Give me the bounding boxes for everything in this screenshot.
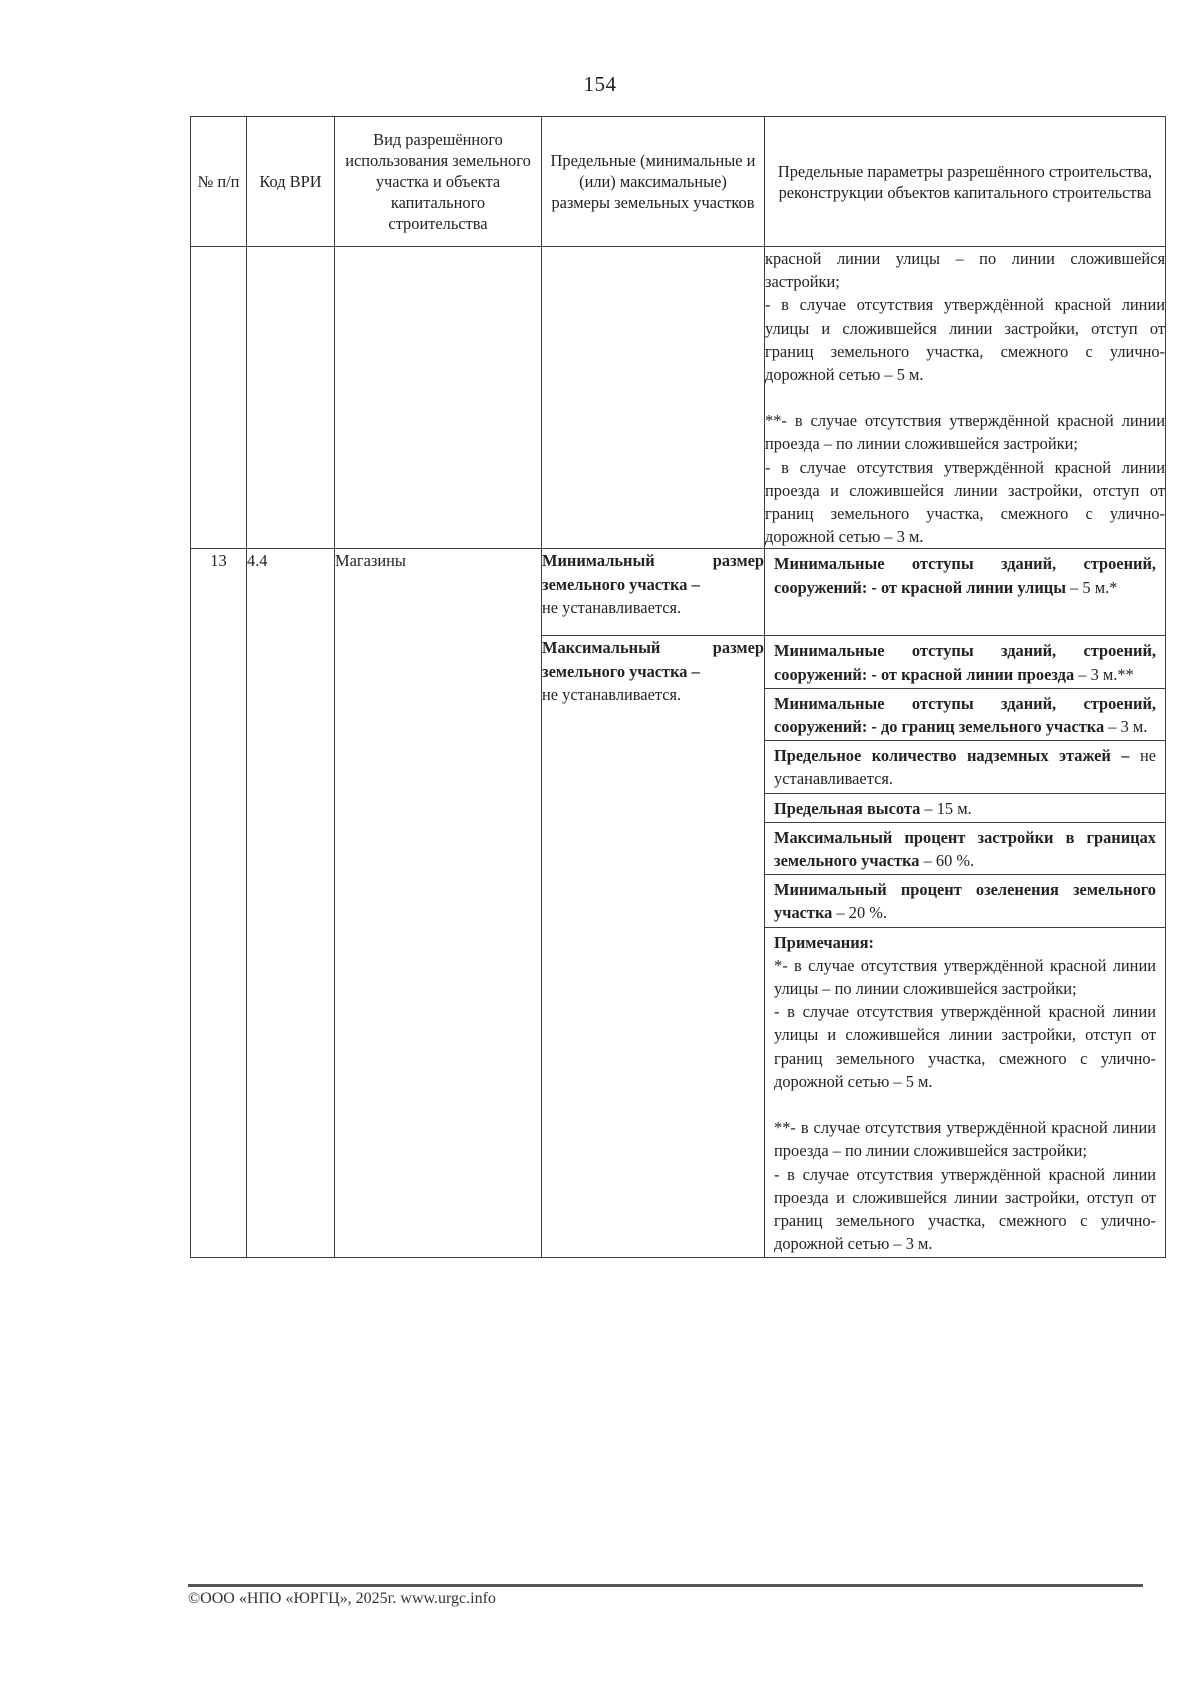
note-line: **- в случае отсутствия утверждённой красной линии проезда – по линии сложившейся застройки;: [765, 411, 1165, 454]
param-sub: - от красной линии проезда: [871, 664, 1075, 684]
continuation-notes: [765, 247, 1166, 549]
param-label: Минимальные отступы зданий, строений, сооружений:: [774, 554, 1156, 597]
param-max-floors: [765, 741, 1165, 793]
param-label: Минимальные отступы зданий, строений, сооружений:: [774, 641, 1156, 684]
notes-block: [765, 928, 1165, 1258]
footer-divider: [188, 1584, 1143, 1587]
note-line: красной линии улицы – по линии сложившейся застройки;: [765, 249, 1165, 292]
notes-title: Примечания:: [774, 932, 874, 952]
page-number: 154: [583, 72, 617, 96]
note-line: *- в случае отсутствия утверждённой красной линии улицы – по линии сложившейся застройки;: [774, 955, 1156, 999]
param-setback-driveway: [765, 636, 1165, 688]
param-setback-boundary: [765, 689, 1165, 741]
param-label: Минимальные отступы зданий, строений, сооружений:: [774, 693, 1156, 737]
param-max-height: [765, 794, 1165, 823]
note-line: - в случае отсутствия утверждённой красной линии улицы и сложившейся линии застройки, отступ от границ земельного участка, смежного с улично-дорожной сетью – 5 м.: [774, 1002, 1156, 1091]
row-use-name: Магазины: [335, 549, 542, 1258]
table-row-13a: [191, 549, 1166, 636]
continuation-empty-num: [191, 247, 247, 549]
max-plot-size-value: не устанавливается.: [542, 684, 682, 704]
param-label: Предельное количество надземных этажей –: [774, 746, 1130, 766]
note-line: **- в случае отсутствия утверждённой красной линии проезда – по линии сложившейся застройки;: [774, 1118, 1156, 1161]
param-setback-street: [765, 549, 1165, 635]
param-setback-street-cell: [765, 549, 1166, 636]
max-plot-size-label: Максимальный размер земельного участка –: [542, 638, 764, 681]
header-construction-params: Предельные параметры разрешённого строительства, реконструкции объектов капитального строительства: [765, 117, 1166, 247]
param-label: Предельная высота: [774, 798, 921, 818]
note-line: - в случае отсутствия утверждённой красной линии улицы и сложившейся линии застройки, отступ от границ земельного участка, смежного с улично-дорожной сетью – 5 м.: [765, 295, 1165, 385]
param-value: – 3 м.**: [1074, 664, 1134, 684]
max-plot-size: [542, 636, 765, 1258]
note-line: - в случае отсутствия утверждённой красной линии проезда и сложившейся линии застройки, отступ от границ земельного участка, смежного с улично-дорожной сетью – 3 м.: [774, 1164, 1156, 1254]
header-plot-sizes: Предельные (минимальные и (или) максимальные) размеры земельных участков: [542, 117, 765, 247]
param-value: – 60 %.: [919, 851, 975, 871]
param-value: – 20 %.: [832, 903, 887, 923]
land-use-table: [190, 116, 1166, 1258]
param-label: Минимальный процент озеленения земельного участка: [774, 880, 1156, 923]
table-header-row: [191, 117, 1166, 247]
param-value: не устанавливается.: [774, 746, 1156, 789]
note-line: - в случае отсутствия утверждённой красной линии проезда и сложившейся линии застройки, отступ от границ земельного участка, смежного с улично-дорожной сетью – 3 м.: [765, 457, 1165, 547]
param-sub: - от красной линии улицы: [871, 577, 1067, 597]
param-value: – 15 м.: [920, 798, 972, 818]
footer-copyright: ©ООО «НПО «ЮРГЦ», 2025г. www.urgc.info: [188, 1590, 496, 1607]
min-plot-size: [542, 549, 765, 636]
header-number: № п/п: [191, 117, 247, 247]
row-number: 13: [191, 549, 247, 1258]
param-max-coverage: [765, 823, 1165, 875]
table-row-continuation: [191, 247, 1166, 549]
header-code: Код ВРИ: [247, 117, 335, 247]
param-sub: - до границ земельного участка: [871, 717, 1105, 737]
params-stack: [765, 636, 1166, 1258]
continuation-empty-code: [247, 247, 335, 549]
continuation-empty-name: [335, 247, 542, 549]
param-value: – 3 м.: [1104, 717, 1148, 737]
param-min-greenery: [765, 875, 1165, 927]
row-code: 4.4: [247, 549, 335, 1258]
param-label: Максимальный процент застройки в границах земельного участка: [774, 827, 1156, 871]
continuation-empty-size: [542, 247, 765, 549]
header-use-type: Вид разрешённого использования земельного участка и объекта капитального строительства: [335, 117, 542, 247]
min-plot-size-value: не устанавливается.: [542, 597, 682, 617]
min-plot-size-label: Минимальный размер земельного участка –: [542, 551, 764, 594]
param-value: – 5 м.*: [1066, 577, 1118, 597]
